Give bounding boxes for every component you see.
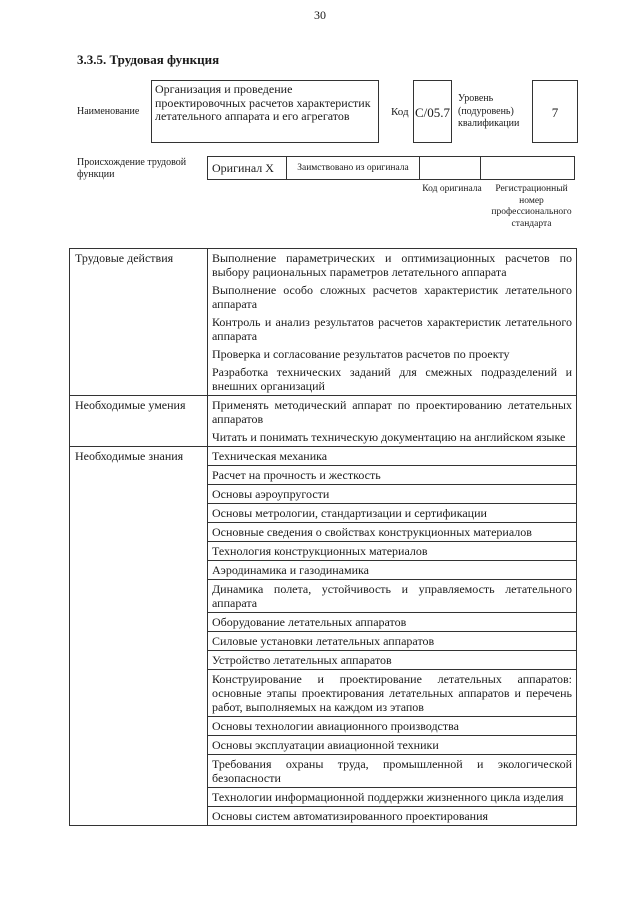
- table-row: Расчет на прочность и жесткость: [208, 466, 576, 485]
- code-label: Код: [391, 106, 409, 118]
- table-row: Основы метрологии, стандартизации и сертификации: [208, 504, 576, 523]
- table-section: [70, 396, 576, 447]
- name-label: Наименование: [77, 106, 140, 117]
- origin-reg-note: Регистрационный номер профессионального стандарта: [491, 184, 572, 229]
- table-row: Контроль и анализ результатов расчетов характеристик летательного аппарата: [212, 315, 572, 343]
- origin-borrowed: Заимствовано из оригинала: [297, 163, 409, 173]
- table-section: [70, 249, 576, 396]
- table-row: Основы эксплуатации авиационной техники: [208, 736, 576, 755]
- requirements-table: [69, 248, 577, 826]
- table-row: Устройство летательных аппаратов: [208, 651, 576, 670]
- table-row: Оборудование летательных аппаратов: [208, 613, 576, 632]
- level-label: Уровень (подуровень) квалификации: [458, 93, 520, 129]
- table-row: Выполнение особо сложных расчетов характеристик летательного аппарата: [212, 283, 572, 311]
- table-row: Основы аэроупругости: [208, 485, 576, 504]
- table-row: Силовые установки летательных аппаратов: [208, 632, 576, 651]
- origin-row: [207, 156, 575, 180]
- level-box: [532, 80, 578, 143]
- table-row: Применять методический аппарат по проектированию летательных аппаратов: [212, 398, 572, 426]
- section-label: Трудовые действия: [70, 249, 208, 395]
- origin-label: Происхождение трудовой функции: [77, 157, 187, 180]
- section-label: Необходимые знания: [70, 447, 208, 825]
- origin-code-note: Код оригинала: [422, 184, 482, 194]
- origin-borrowed-cell: [286, 156, 420, 180]
- table-row: Разработка технических заданий для смежных подразделений и внешних организаций: [212, 365, 572, 393]
- function-name-box: [151, 80, 379, 143]
- table-row: Основы систем автоматизированного проектирования: [212, 809, 489, 823]
- origin-original-cell: [207, 156, 287, 180]
- section-title: 3.3.5. Трудовая функция: [77, 52, 220, 67]
- table-row: Динамика полета, устойчивость и управляемость летательного аппарата: [208, 580, 576, 613]
- table-row: Выполнение параметрических и оптимизационных расчетов по выбору рациональных параметров летательного аппарата: [212, 251, 572, 279]
- table-section: [70, 447, 576, 825]
- origin-code-cell: [419, 156, 481, 180]
- origin-reg-cell: [480, 156, 575, 180]
- table-row: Технологии информационной поддержки жизненного цикла изделия: [208, 788, 576, 807]
- table-row: Конструирование и проектирование летательных аппаратов: основные этапы проектирования летательных аппаратов и перечень работ, выполняемых на каждом из этапов: [208, 670, 576, 717]
- code-value: С/05.7: [414, 105, 451, 120]
- table-row: Основные сведения о свойствах конструкционных материалов: [208, 523, 576, 542]
- table-row: Читать и понимать техническую документацию на английском языке: [212, 430, 566, 444]
- table-row: Требования охраны труда, промышленной и экологической безопасности: [208, 755, 576, 788]
- page-number: 30: [314, 8, 326, 22]
- origin-original: Оригинал Х: [212, 160, 274, 175]
- table-row: Основы технологии авиационного производства: [208, 717, 576, 736]
- section-label: Необходимые умения: [70, 396, 208, 446]
- function-name: Организация и проведение проектировочных расчетов характеристик летательного аппарата и его агрегатов: [155, 82, 371, 123]
- table-row: Технология конструкционных материалов: [208, 542, 576, 561]
- level-value: 7: [551, 105, 559, 120]
- table-row: Проверка и согласование результатов расчетов по проекту: [212, 347, 510, 361]
- table-row: Аэродинамика и газодинамика: [208, 561, 576, 580]
- table-row: Техническая механика: [208, 447, 576, 466]
- code-box: [413, 80, 452, 143]
